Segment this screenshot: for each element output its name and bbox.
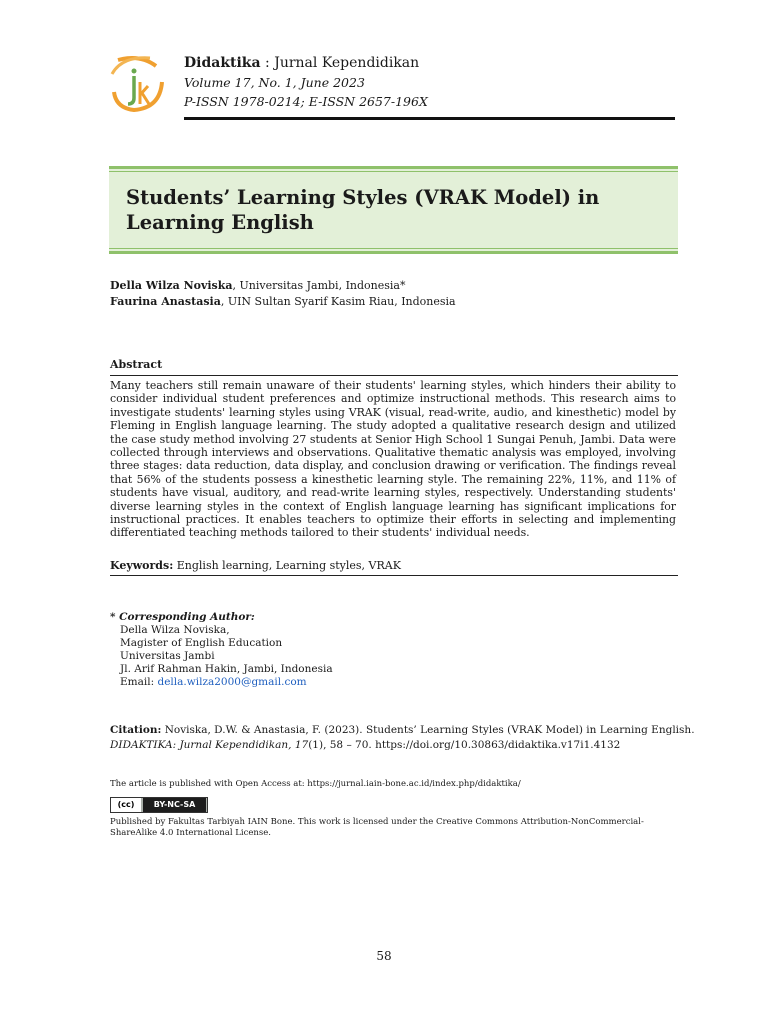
header-rule — [184, 117, 675, 120]
license-text: Published by Fakultas Tarbiyah IAIN Bone. This work is licensed under the Creative Commons Attribution-NonCommercial-ShareAlike 4.0 International License. — [110, 817, 644, 838]
open-access-note: The article is published with Open Access at: https://jurnal.iain-bone.ac.id/index.php/didaktika/ — [110, 779, 521, 789]
corresponding-dept: Magister of English Education — [120, 637, 283, 649]
corresponding-heading: * Corresponding Author: — [110, 611, 255, 623]
author-2-name: Faurina Anastasia — [110, 295, 221, 308]
corresponding-address: Jl. Arif Rahman Hakin, Jambi, Indonesia — [120, 663, 333, 675]
abstract-top-rule — [110, 375, 678, 376]
citation-journal: DIDAKTIKA: Jurnal Kependidikan, 17 — [110, 739, 309, 751]
journal-name: Didaktika — [184, 55, 261, 71]
author-1-name: Della Wilza Noviska — [110, 279, 233, 292]
author-2-affiliation: , UIN Sultan Syarif Kasim Riau, Indonesia — [220, 295, 456, 308]
keywords — [110, 559, 401, 572]
keywords-label: Keywords: — [110, 559, 174, 572]
corresponding-univ: Universitas Jambi — [120, 650, 215, 662]
citation — [110, 723, 695, 753]
journal-volume: Volume 17, No. 1, June 2023 — [184, 75, 365, 90]
citation-text: Noviska, D.W. & Anastasia, F. (2023). Students’ Learning Styles (VRAK Model) in Learning English. — [161, 724, 695, 736]
title-box — [109, 166, 678, 254]
journal-logo — [110, 52, 172, 116]
abstract-heading: Abstract — [110, 358, 163, 371]
email-link[interactable]: della.wilza2000@gmail.com — [157, 676, 307, 688]
journal-subtitle: Jurnal Kependidikan — [274, 55, 420, 71]
citation-label: Citation: — [110, 724, 162, 736]
author-1-affiliation: , Universitas Jambi, Indonesia* — [232, 279, 406, 292]
author-1 — [110, 278, 456, 294]
corresponding-author — [110, 611, 333, 689]
article-title: Students’ Learning Styles (VRAK Model) in Learning English — [126, 186, 600, 234]
citation-issue[interactable]: (1), 58 – 70. https://doi.org/10.30863/didaktika.v17i1.4132 — [308, 739, 621, 751]
author-2 — [110, 294, 456, 310]
journal-separator: : — [260, 55, 275, 71]
cc-license-badge[interactable] — [110, 797, 208, 813]
cc-by-nc-sa-label: BY-NC-SA — [143, 798, 206, 812]
page-number: 58 — [376, 949, 392, 963]
keywords-text: English learning, Learning styles, VRAK — [173, 559, 401, 572]
abstract-text: Many teachers still remain unaware of their students' learning styles, which hinders their ability to consider individual student preferences and optimize instructional methods. This research aims to investigate students' learning styles using VRAK (visual, read-write, audio, and kinesthetic) model by Fleming in English language learning. The study adopted a qualitative research design and utilized the case study method involving 27 students at Senior High School 1 Sungai Penuh, Jambi. Data were collected through interviews and observations. Qualitative thematic analysis was employed, involving three stages: data reduction, data display, and conclusion drawing or verification. The findings reveal that 56% of the students possess a kinesthetic learning style. The remaining 22%, 11%, and 11% of students have visual, auditory, and read-write learning styles, respectively. Understanding students' diverse learning styles in the context of English language learning has significant implications for instructional practices. It enables teachers to optimize their efforts in selecting and implementing differentiated teaching methods tailored to their students' individual needs. — [110, 379, 676, 540]
corresponding-name: Della Wilza Noviska, — [120, 624, 230, 636]
journal-header — [184, 54, 428, 111]
email-label: Email: — [120, 676, 158, 688]
journal-issn: P-ISSN 1978-0214; E-ISSN 2657-196X — [184, 94, 428, 109]
corresponding-email-line — [110, 676, 333, 689]
author-list — [110, 278, 456, 310]
abstract-bottom-rule — [110, 575, 678, 576]
cc-icon: (cc) — [111, 798, 141, 812]
